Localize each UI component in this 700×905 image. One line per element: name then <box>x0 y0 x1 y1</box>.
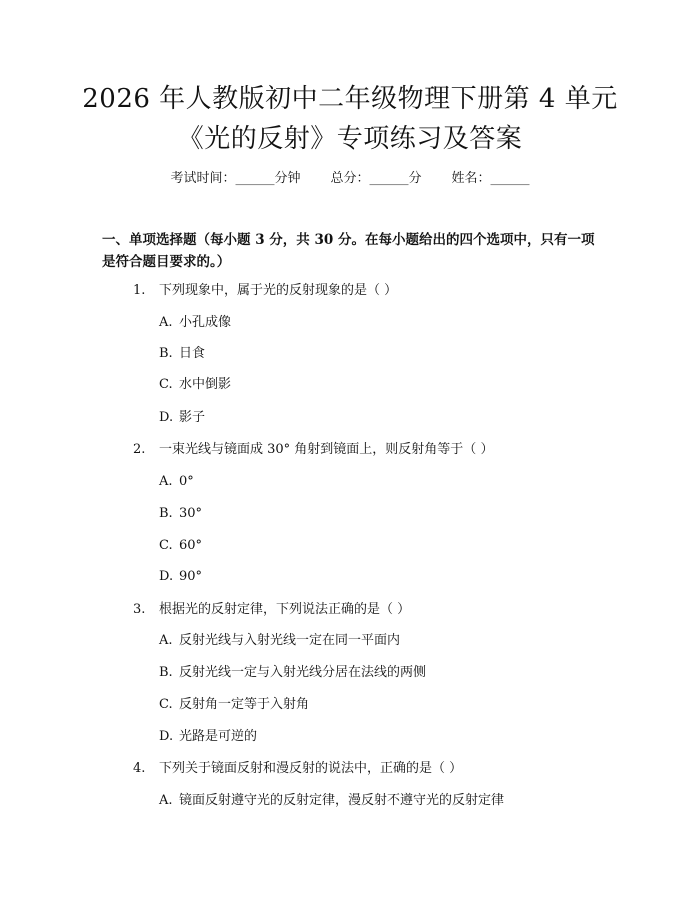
option-letter: C. <box>159 697 173 712</box>
section-heading: 一、单项选择题（每小题 3 分，共 30 分。在每小题给出的四个选项中，只有一项是符合题目要求的。） <box>102 232 595 270</box>
question-number: 3. <box>133 602 146 617</box>
document-title-line-2: 《光的反射》专项练习及答案 <box>177 124 523 154</box>
option-text: 反射光线一定与入射光线分居在法线的两侧 <box>179 665 427 680</box>
option-letter: A. <box>159 793 173 808</box>
question-3-option-d <box>159 728 257 746</box>
option-text: 0° <box>179 474 194 489</box>
option-text: 镜面反射遵守光的反射定律，漫反射不遵守光的反射定律 <box>179 793 505 808</box>
question-3-option-b <box>159 664 426 682</box>
option-letter: A. <box>159 633 173 648</box>
option-letter: D. <box>159 410 174 425</box>
option-text: 30° <box>179 506 203 521</box>
question-1-option-d <box>159 409 205 427</box>
question-text: 下列现象中，属于光的反射现象的是（ ） <box>159 283 398 298</box>
question-2 <box>133 441 493 459</box>
option-letter: C. <box>159 538 173 553</box>
question-number: 4. <box>133 761 146 776</box>
option-letter: C. <box>159 377 173 392</box>
question-4 <box>133 760 462 778</box>
question-1-option-c <box>159 376 231 394</box>
question-1 <box>133 282 397 300</box>
option-text: 60° <box>179 538 203 553</box>
question-2-option-b <box>159 505 202 523</box>
option-letter: B. <box>159 665 173 680</box>
option-letter: B. <box>159 506 173 521</box>
option-text: 影子 <box>179 410 206 425</box>
option-text: 小孔成像 <box>179 315 232 330</box>
question-text: 根据光的反射定律，下列说法正确的是（ ） <box>159 602 411 617</box>
question-3 <box>133 601 410 619</box>
question-1-option-a <box>159 314 231 332</box>
question-text: 下列关于镜面反射和漫反射的说法中，正确的是（ ） <box>159 761 463 776</box>
question-3-option-a <box>159 632 400 650</box>
name-field: 姓名：______ <box>451 171 530 186</box>
question-1-option-b <box>159 345 205 363</box>
option-letter: D. <box>159 569 174 584</box>
question-text: 一束光线与镜面成 30° 角射到镜面上，则反射角等于（ ） <box>159 442 494 457</box>
question-number: 2. <box>133 442 146 457</box>
option-letter: A. <box>159 315 173 330</box>
question-3-option-c <box>159 696 309 714</box>
question-2-option-d <box>159 568 202 586</box>
option-text: 水中倒影 <box>179 377 232 392</box>
option-text: 反射光线与入射光线一定在同一平面内 <box>179 633 401 648</box>
question-2-option-c <box>159 537 202 555</box>
question-number: 1. <box>133 283 146 298</box>
document-title-line-1: 2026 年人教版初中二年级物理下册第 4 单元 <box>82 84 618 114</box>
option-letter: A. <box>159 474 173 489</box>
question-4-option-a <box>159 792 504 810</box>
exam-meta <box>0 170 700 188</box>
option-text: 反射角一定等于入射角 <box>179 697 310 712</box>
option-text: 日食 <box>179 346 206 361</box>
option-letter: D. <box>159 729 174 744</box>
option-text: 光路是可逆的 <box>179 729 258 744</box>
option-letter: B. <box>159 346 173 361</box>
question-2-option-a <box>159 473 194 491</box>
total-score-field: 总分：______分 <box>330 171 422 186</box>
option-text: 90° <box>179 569 203 584</box>
exam-time-field: 考试时间：______分钟 <box>170 171 301 186</box>
